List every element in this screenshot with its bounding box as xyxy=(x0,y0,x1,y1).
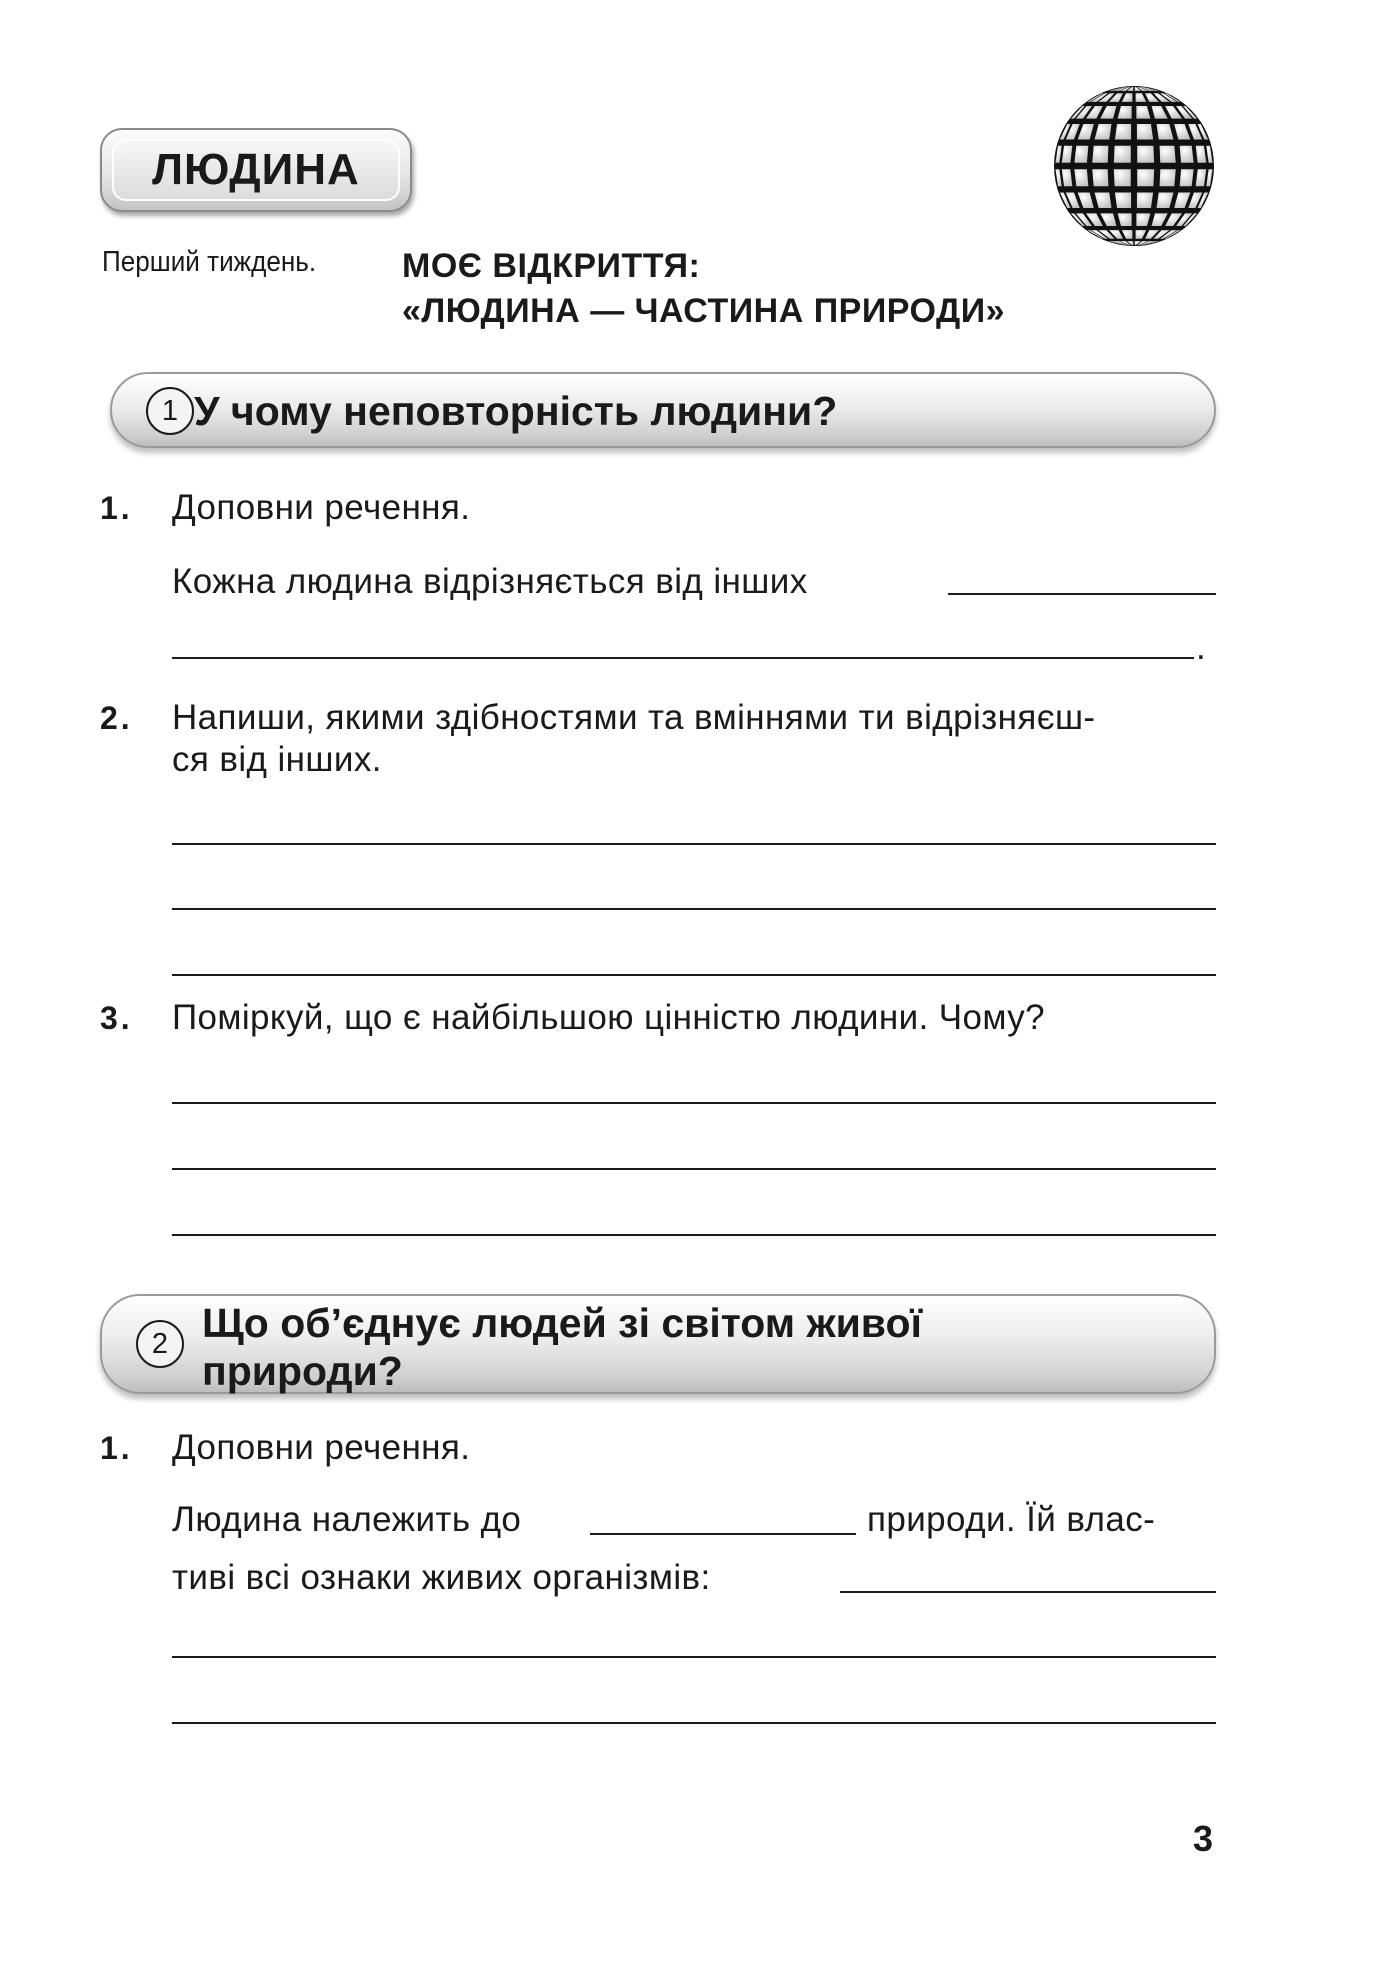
task-2-1-part2: природи. Їй влас- xyxy=(867,1500,1156,1539)
page-number: 3 xyxy=(1193,1818,1214,1859)
answer-line[interactable] xyxy=(172,1168,1216,1170)
globe-tile xyxy=(1160,146,1176,163)
globe-tile xyxy=(1180,169,1194,186)
task-1-2-line2: ся від інших. xyxy=(172,740,382,779)
globe-tile xyxy=(1180,146,1194,163)
answer-line[interactable] xyxy=(840,1591,1216,1593)
section-2-title-line2: природи? xyxy=(202,1348,403,1394)
section-2-number: 2 xyxy=(136,1320,184,1368)
task-2-1-instruction: Доповни речення. xyxy=(172,1428,471,1467)
topic-title xyxy=(402,244,1005,334)
globe-tile xyxy=(1092,146,1108,163)
globe-tile xyxy=(1092,169,1108,186)
globe-tile xyxy=(1137,124,1153,139)
globe-tile xyxy=(1114,169,1131,186)
chapter-tab xyxy=(100,128,412,212)
answer-line[interactable] xyxy=(172,1102,1216,1104)
answer-line[interactable] xyxy=(948,593,1216,595)
globe-tile xyxy=(1115,124,1131,139)
section-1-header xyxy=(110,372,1216,448)
task-2-1-part3: тиві всі ознаки живих організмів: xyxy=(172,1558,711,1597)
task-1-2-line1: Напиши, якими здібностями та вміннями ти відрізняєш- xyxy=(172,698,1096,737)
answer-line[interactable] xyxy=(172,1722,1216,1724)
answer-line[interactable] xyxy=(172,974,1216,976)
task-2-1-part1: Людина належить до xyxy=(172,1500,522,1539)
answer-line[interactable] xyxy=(172,1656,1216,1658)
globe-tile xyxy=(1160,169,1176,186)
section-2-header xyxy=(100,1294,1216,1394)
section-2-title-line1: Що об’єднує людей зі світом живої xyxy=(202,1300,923,1346)
answer-line[interactable] xyxy=(172,843,1216,845)
globe-tile xyxy=(1137,169,1154,186)
task-1-1-instruction: Доповни речення. xyxy=(172,488,471,527)
week-label: Перший тиждень. xyxy=(102,246,317,278)
task-1-3-number: 3. xyxy=(100,1000,133,1036)
sentence-end-period: . xyxy=(1196,628,1207,667)
task-1-3-text: Поміркуй, що є найбільшою цінністю людини. Чому? xyxy=(172,998,1046,1037)
topic-title-line2: «ЛЮДИНА — ЧАСТИНА ПРИРОДИ» xyxy=(402,292,1006,330)
task-1-1-sentence: Кожна людина відрізняється від інших xyxy=(172,562,808,601)
answer-line[interactable] xyxy=(172,657,1194,659)
topic-title-line1: МОЄ ВІДКРИТТЯ: xyxy=(402,247,701,285)
answer-line[interactable] xyxy=(590,1533,856,1535)
globe-tile xyxy=(1114,146,1131,163)
globe-tile xyxy=(1137,146,1154,163)
section-1-number: 1 xyxy=(146,387,194,435)
task-2-1-number: 1. xyxy=(100,1430,133,1466)
task-1-1-number: 1. xyxy=(100,490,133,526)
globe-tile xyxy=(1137,193,1153,208)
answer-line[interactable] xyxy=(172,908,1216,910)
globe-tile xyxy=(1074,169,1088,186)
globe-tile xyxy=(1074,146,1088,163)
task-1-2-number: 2. xyxy=(100,700,133,736)
globe-icon xyxy=(1052,84,1216,248)
section-1-title: У чому неповторність людини? xyxy=(194,388,838,434)
globe-tile xyxy=(1115,193,1131,208)
answer-line[interactable] xyxy=(172,1234,1216,1236)
chapter-title: ЛЮДИНА xyxy=(112,139,400,201)
